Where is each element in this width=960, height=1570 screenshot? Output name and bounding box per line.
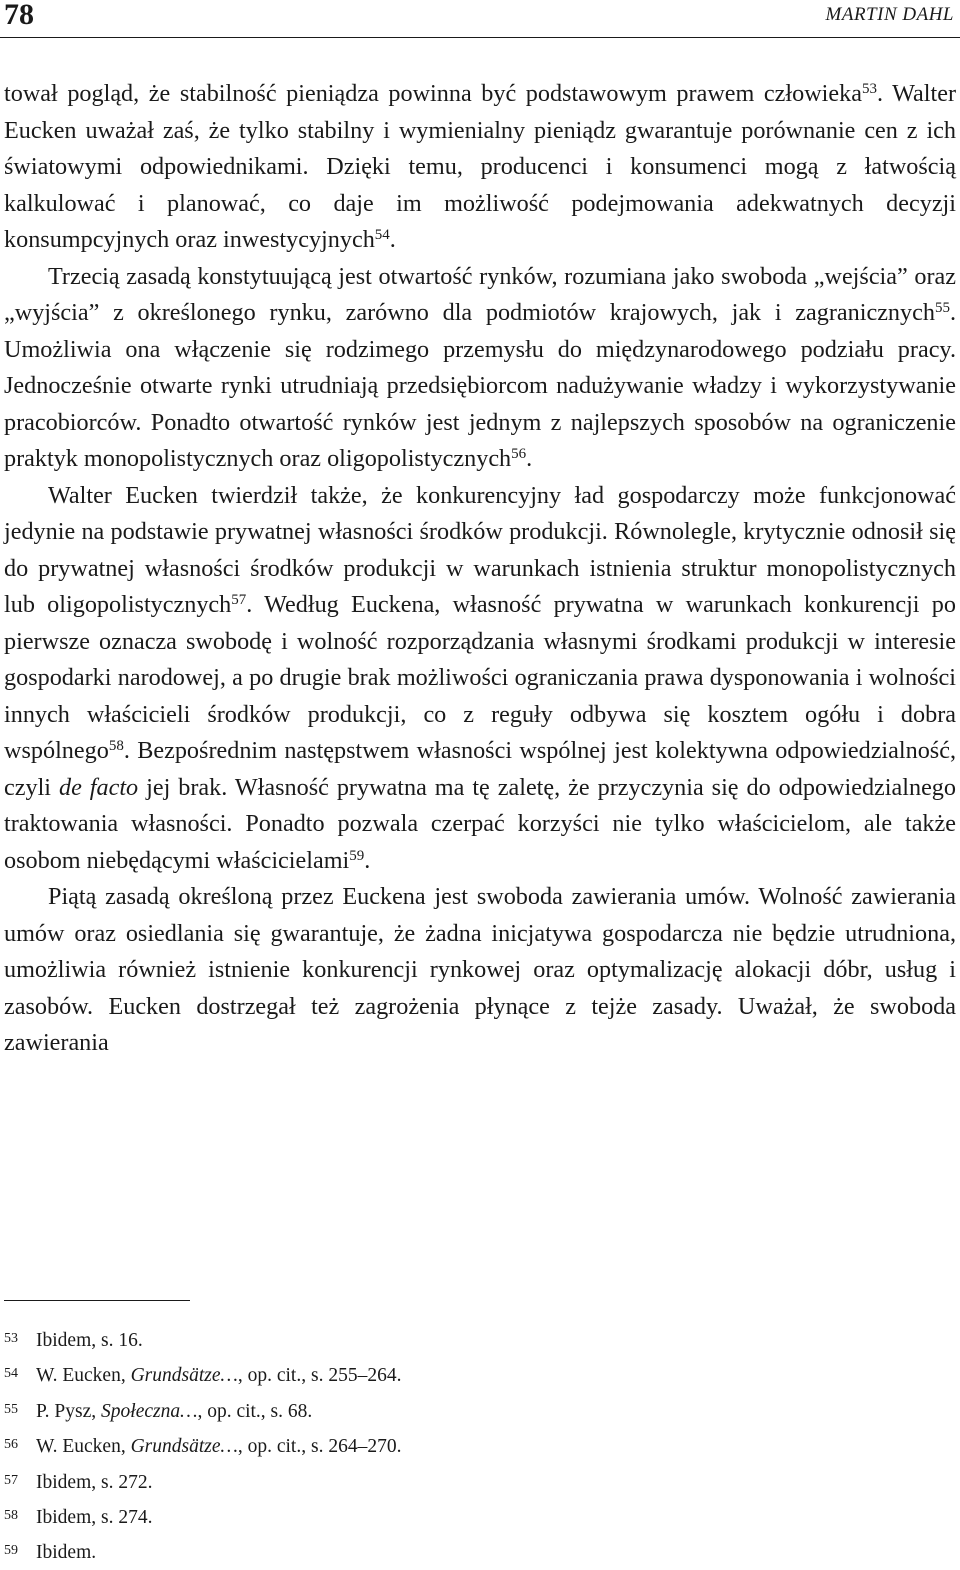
footnote-rule <box>4 1300 190 1301</box>
footnote <box>4 1357 904 1392</box>
text-run: Ibidem, s. 274. <box>36 1507 153 1529</box>
text-run: P. Pysz, <box>36 1400 102 1422</box>
footnote-reference: 56 <box>511 445 527 462</box>
text-run: W. Eucken, <box>36 1365 131 1387</box>
italic-text: Grundsätze… <box>130 1436 238 1458</box>
footnote-number: 58 <box>4 1508 18 1524</box>
footnote-reference: 57 <box>231 591 247 608</box>
paragraph <box>4 879 956 1062</box>
text-run: Piątą zasadą określoną przez Euckena jest swoboda zawierania umów. Wolność zawierania umów oraz osiedlania się gwarantuje, że żadna inicjatywa gospodarcza nie będzie utrudniona, umożliwia również istnienie konkurencji rynkowej oraz optymalizację alokacji dóbr, usług i zasobów. Eucken dostrzegał też zagrożenia płynące z tejże zasady. Uważał, że swoboda zawierania <box>4 883 956 1056</box>
text-run: . Walter Eucken uważał zaś, że tylko stabilny i wymienialny pieniądz gwarantuje porównanie cen z ich światowymi odpowiednikami. Dzięki temu, producenci i konsumenci mogą z łatwością kalkulować i planować, co daje im możliwość podejmowania adekwatnych decyzji konsumpcyjnych oraz inwestycyjnych <box>4 80 956 253</box>
text-run: . <box>389 226 396 253</box>
text-run: Ibidem. <box>36 1542 97 1564</box>
footnote <box>4 1464 904 1499</box>
paragraph <box>4 76 956 259</box>
body-text <box>4 76 956 1062</box>
footnote-reference: 58 <box>108 737 124 754</box>
text-run: , op. cit., s. 68. <box>197 1400 313 1422</box>
footnote <box>4 1393 904 1428</box>
text-run: Trzecią zasadą konstytuującą jest otwartość rynków, rozumiana jako swoboda „wejścia” oraz „wyjścia” z określonego rynku, zarówno dla podmiotów krajowych, jak i zagranicznych <box>4 262 956 326</box>
text-run: Walter Eucken twierdził także, że konkurencyjny ład gospodarczy może funkcjonować jedynie na podstawie prywatnej własności środków produkcji. Równolegle, krytycznie odnosił się do prywatnej własności środków produkcji w warunkach istnienia struktur monopolistycznych lub oligopolistycznych <box>4 481 956 618</box>
page-header <box>0 0 960 40</box>
footnote-number: 53 <box>4 1331 18 1346</box>
footnote-reference: 55 <box>934 299 950 316</box>
footnote-number: 59 <box>4 1543 18 1559</box>
text-run: . <box>364 846 371 874</box>
footnote-reference: 54 <box>374 226 390 243</box>
footnote <box>4 1322 904 1357</box>
text-run: W. Eucken, <box>36 1436 131 1458</box>
paragraph <box>4 259 956 478</box>
text-run: tował pogląd, że stabilność pieniądza powinna być podstawowym prawem człowieka <box>4 80 862 107</box>
text-run: Ibidem, s. 272. <box>36 1471 153 1493</box>
text-run: . <box>526 445 533 472</box>
italic-text: Społeczna… <box>101 1400 198 1422</box>
footnote-number: 57 <box>4 1472 18 1488</box>
footnote <box>4 1534 904 1569</box>
footnotes <box>4 1322 904 1570</box>
text-run: , op. cit., s. 255–264. <box>237 1365 402 1387</box>
footnote-reference: 59 <box>349 847 365 864</box>
text-run: . Według Euckena, własność prywatna w warunkach konkurencji po pierwsze oznacza swobodę i wolność rozporządzania własnymi środkami produkcji w interesie gospodarki narodowej, a po drugie brak możliwości ograniczania prawa dysponowania i wolności innych właścicieli środków produkcji, co z reguły odbywa się kosztem ogółu i dobra wspólnego <box>4 591 956 764</box>
footnote <box>4 1499 904 1534</box>
text-run: jej brak. Własność prywatna ma tę zaletę, że przyczynia się do odpowiedzialnego traktowania własności. Ponadto pozwala czerpać korzyści nie tylko właścicielom, ale także osobom niebędącymi właścicielami <box>4 773 956 874</box>
text-run: , op. cit., s. 264–270. <box>237 1436 402 1458</box>
paragraph <box>4 478 956 880</box>
footnote-number: 54 <box>4 1366 18 1382</box>
italic-text: de facto <box>58 773 139 801</box>
footnote-number: 55 <box>4 1401 18 1417</box>
footnote-reference: 53 <box>861 80 877 97</box>
footnote-number: 56 <box>4 1437 18 1453</box>
text-run: . Bezpośrednim następstwem własności wspólnej jest kolektywna odpowiedzialność, czyli <box>4 737 956 801</box>
italic-text: Grundsätze… <box>130 1365 238 1387</box>
text-run: . Umożliwia ona włączenie się rodzimego przemysłu do międzynarodowego podziału pracy. Jednocześnie otwarte rynki utrudniają przedsiębiorcom nadużywanie władzy i wykorzystywanie pracobiorców. Ponadto otwartość rynków jest jednym z najlepszych sposobów na ograniczenie praktyk monopolistycznych oraz oligopolistycznych <box>4 299 956 472</box>
header-rule <box>0 37 960 38</box>
text-run: Ibidem, s. 16. <box>36 1330 143 1351</box>
running-head: MARTIN DAHL <box>825 4 954 25</box>
page-number: 78 <box>4 0 34 31</box>
footnote <box>4 1428 904 1463</box>
